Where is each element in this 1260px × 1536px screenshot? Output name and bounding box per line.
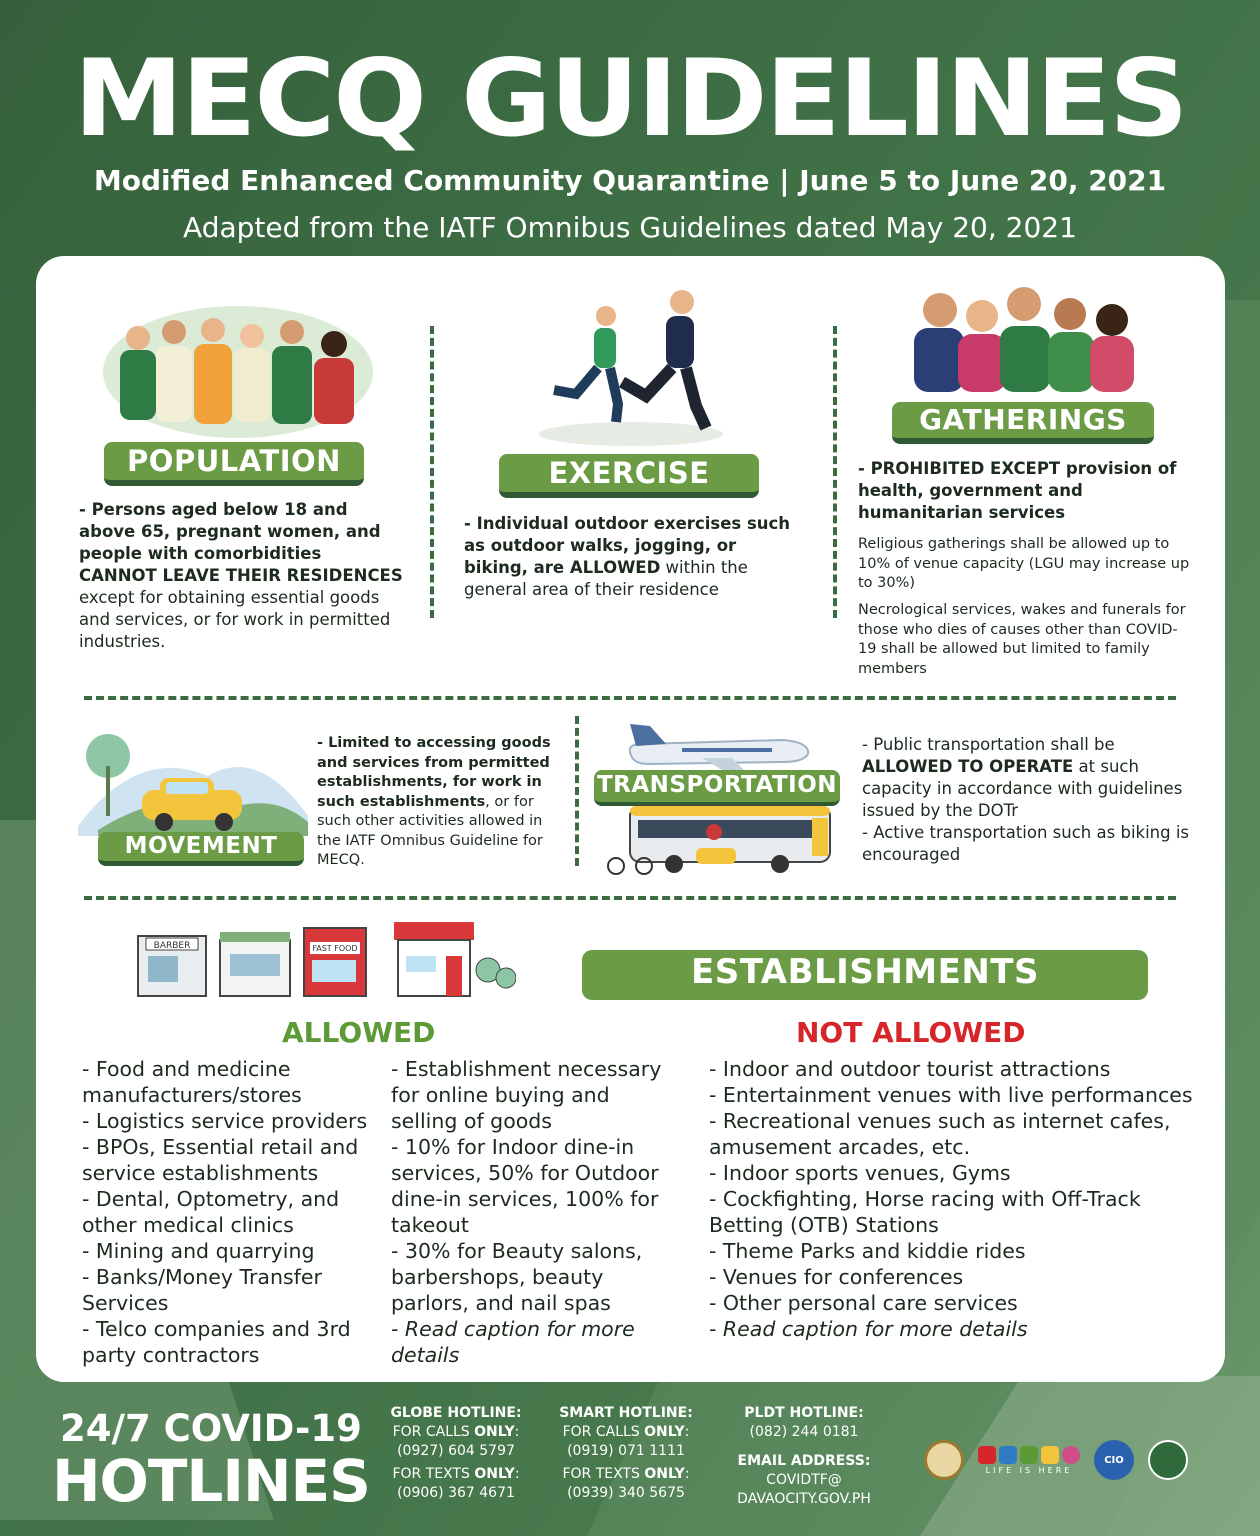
storefronts-illustration [136, 920, 516, 1002]
allowed-list-col2 [391, 1056, 691, 1368]
car-illustration [78, 726, 308, 836]
davao-logo-tagline: LIFE IS HERE [985, 1465, 1073, 1475]
divider [575, 716, 579, 866]
globe-texts-label: FOR TEXTS [392, 1466, 475, 1482]
friends-toast-illustration [908, 274, 1144, 404]
page-title: MECQ GUIDELINES [73, 37, 1187, 160]
exercise-bold: - Individual outdoor exercises such as outdoor walks, jogging, or biking, are ALLOWED [464, 514, 791, 577]
globe-hotline: GLOBE HOTLINE: FOR CALLS ONLY: (0927) 604 5797 FOR TEXTS ONLY: (0906) 367 4671 [386, 1404, 526, 1503]
pldt-hotline-heading: PLDT HOTLINE: [744, 1405, 864, 1421]
movement-label: MOVEMENT [98, 832, 304, 866]
smart-hotline: SMART HOTLINE: FOR CALLS ONLY: (0919) 071 1111 FOR TEXTS ONLY: (0939) 340 5675 [556, 1404, 696, 1503]
globe-hotline-heading: GLOBE HOTLINE: [390, 1405, 522, 1421]
content-card [36, 256, 1225, 1382]
exercise-rest: within the general area of their residence [464, 558, 748, 599]
pldt-hotline [724, 1404, 884, 1509]
city-seal-logo [924, 1440, 964, 1480]
not-allowed-caption-note: - Read caption for more details [709, 1317, 1028, 1341]
airplane-illustration [622, 718, 812, 778]
davao-partner-logo [1148, 1440, 1188, 1480]
population-bold-caps: CANNOT LEAVE THEIR RESIDENCES [79, 566, 403, 585]
not-allowed-heading: NOT ALLOWED [796, 1016, 1026, 1049]
gatherings-necrological: Necrological services, wakes and funerals for those who dies of causes other than COVID-19 shall be allowed but limited to family members [858, 602, 1186, 677]
divider [833, 326, 837, 618]
transportation-text [862, 734, 1192, 866]
divider [84, 896, 1176, 900]
movement-rest: , or for such other activities allowed in the IATF Omnibus Guideline for MECQ. [317, 793, 543, 868]
exercise-text [464, 513, 799, 601]
smart-texts-only: ONLY [644, 1466, 685, 1482]
not-allowed-list [709, 1056, 1209, 1342]
allowed-heading: ALLOWED [282, 1016, 436, 1049]
shop-sign-barber: BARBER [153, 941, 191, 951]
globe-texts-only: ONLY [474, 1466, 515, 1482]
smart-calls-only: ONLY [644, 1424, 685, 1440]
globe-texts-number[interactable]: (0906) 367 4671 [397, 1485, 515, 1501]
divider [84, 696, 1176, 700]
population-text [79, 499, 404, 653]
transportation-t2: at such capacity in accordance with guidelines issued by the DOTr [862, 757, 1183, 820]
pldt-number[interactable]: (082) 244 0181 [749, 1424, 859, 1440]
globe-calls-only: ONLY [474, 1424, 515, 1440]
smart-hotline-heading: SMART HOTLINE: [559, 1405, 693, 1421]
hotlines-title-line1: 24/7 COVID-19 [60, 1407, 362, 1450]
runners-illustration [536, 286, 726, 446]
source-note: Adapted from the IATF Omnibus Guidelines dated May 20, 2021 [183, 211, 1077, 244]
movement-text [317, 734, 562, 871]
globe-calls-label: FOR CALLS [392, 1424, 475, 1440]
population-bold: - Persons aged below 18 and above 65, pregnant women, and people with comorbidities [79, 500, 381, 563]
divider [430, 326, 434, 618]
population-label: POPULATION [104, 442, 364, 486]
gatherings-label: GATHERINGS [892, 402, 1154, 444]
email-line2[interactable]: DAVAOCITY.GOV.PH [737, 1491, 871, 1507]
hotlines-title [52, 1407, 370, 1515]
allowed-caption-note: - Read caption for more details [391, 1317, 635, 1367]
bus-illustration [604, 802, 836, 876]
email-heading: EMAIL ADDRESS: [737, 1453, 871, 1469]
transportation-bold: ALLOWED TO OPERATE [862, 757, 1074, 776]
gatherings-religious: Religious gatherings shall be allowed up to 10% of venue capacity (LGU may increase up to 30%) [858, 536, 1190, 591]
email-line1[interactable]: COVIDTF@ [766, 1472, 842, 1488]
allowed-list-col2-text: - Establishment necessary for online buying and selling of goods - 10% for Indoor dine-in services, 50% for Outdoor dine-in services, 100% for takeout - 30% for Beauty salons, barbershops, beauty parlors, and nail spas [391, 1057, 662, 1315]
allowed-list-col1-text: - Food and medicine manufacturers/stores - Logistics service providers - BPOs, Essential retail and service establishments - Dental, Optometry, and other medical clinics - Mining and quarrying - Banks/Money Transfer Services - Telco companies and 3rd party contractors [82, 1057, 368, 1367]
not-allowed-list-text: - Indoor and outdoor tourist attractions - Entertainment venues with live performances - Recreational venues such as internet cafes, amusement arcades, etc. - Indoor sports venues, Gyms - Cockfighting, Horse racing with Off-Track Betting (OTB) Stations - Theme Parks and kiddie rides - Venues for conferences - Other personal care services [709, 1057, 1193, 1315]
exercise-label: EXERCISE [499, 454, 759, 498]
allowed-list-col1 [82, 1056, 382, 1368]
shop-sign-fastfood: FAST FOOD [312, 944, 358, 953]
globe-calls-number[interactable]: (0927) 604 5797 [397, 1443, 515, 1459]
smart-calls-number[interactable]: (0919) 071 1111 [567, 1443, 685, 1459]
establishments-label: ESTABLISHMENTS [582, 950, 1148, 1000]
smart-texts-number[interactable]: (0939) 340 5675 [567, 1485, 685, 1501]
transportation-t1: - Public transportation shall be [862, 735, 1115, 754]
transportation-label: TRANSPORTATION [594, 770, 840, 806]
davao-logo [978, 1446, 1080, 1475]
smart-texts-label: FOR TEXTS [562, 1466, 645, 1482]
gatherings-text [858, 458, 1188, 524]
page-subtitle: Modified Enhanced Community Quarantine | June 5 to June 20, 2021 [93, 164, 1167, 197]
hotlines-title-line2: HOTLINES [52, 1447, 370, 1515]
people-group-illustration [98, 290, 378, 440]
movement-bold: - Limited to accessing goods and services from permitted establishments, for work in such establishments [317, 735, 551, 810]
header [0, 37, 1260, 244]
population-rest: except for obtaining essential goods and services, or for work in permitted industries. [79, 588, 391, 651]
cio-logo: CIO [1094, 1440, 1134, 1480]
gatherings-bold: - PROHIBITED EXCEPT provision of health, government and humanitarian services [858, 459, 1177, 522]
smart-calls-label: FOR CALLS [562, 1424, 645, 1440]
transportation-t3: - Active transportation such as biking is encouraged [862, 823, 1190, 864]
logos-row [924, 1438, 1188, 1482]
